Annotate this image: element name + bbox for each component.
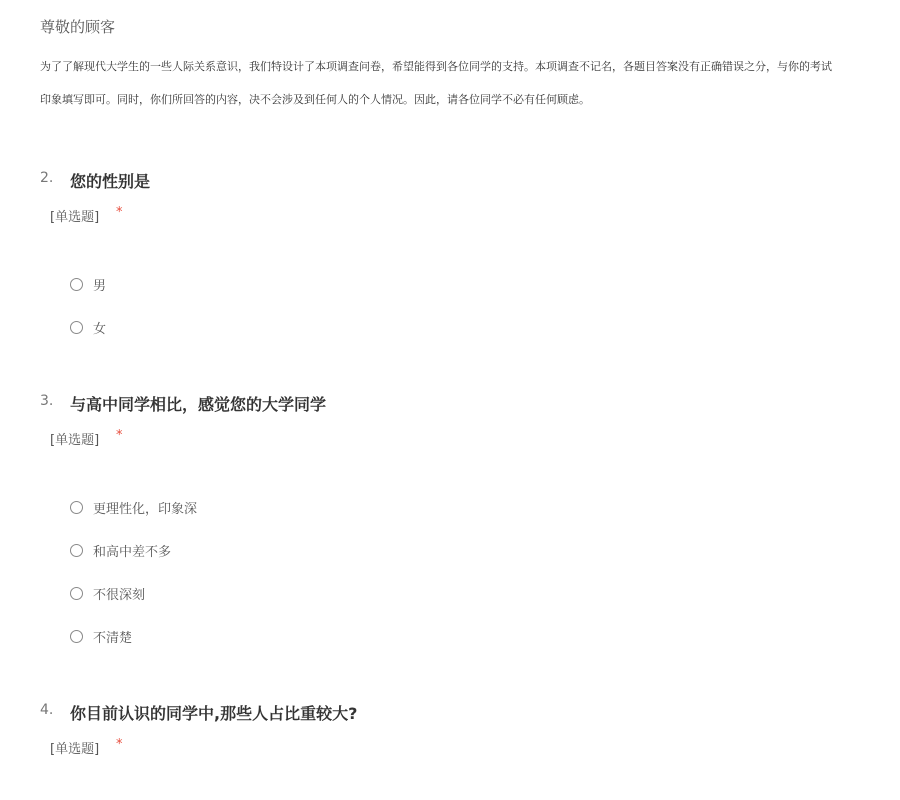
question-title: 你目前认识的同学中,那些人占比重较大? xyxy=(70,704,358,723)
required-marker: * xyxy=(116,737,123,752)
required-marker: * xyxy=(116,205,123,220)
question-number: 3. xyxy=(40,393,54,409)
option-female[interactable] xyxy=(70,317,106,337)
option-label: 男 xyxy=(93,278,107,294)
option-label: 更理性化，印象深 xyxy=(93,501,198,517)
question-title: 您的性别是 xyxy=(70,172,151,191)
option-label: 和高中差不多 xyxy=(93,544,172,560)
option-unclear[interactable] xyxy=(70,626,132,646)
radio-button-icon[interactable] xyxy=(70,501,83,514)
option-male[interactable] xyxy=(70,274,106,294)
question-type-label: [单选题] xyxy=(50,742,100,757)
radio-button-icon[interactable] xyxy=(70,544,83,557)
question-type-label: [单选题] xyxy=(50,433,100,448)
question-title: 与高中同学相比，感觉您的大学同学 xyxy=(70,395,327,414)
option-label: 不很深刻 xyxy=(93,587,146,603)
radio-button-icon[interactable] xyxy=(70,587,83,600)
radio-button-icon[interactable] xyxy=(70,321,83,334)
option-not-deep[interactable] xyxy=(70,583,145,603)
radio-button-icon[interactable] xyxy=(70,630,83,643)
question-number: 4. xyxy=(40,702,54,718)
option-similar[interactable] xyxy=(70,540,171,560)
option-more-rational[interactable] xyxy=(70,497,197,517)
question-type-label: [单选题] xyxy=(50,210,100,225)
option-label: 女 xyxy=(93,321,107,337)
intro-text-line-2: 印象填写即可。同时，你们所回答的内容，决不会涉及到任何人的个人情况。因此，请各位同学不必有任何顾虑。 xyxy=(40,93,590,106)
radio-button-icon[interactable] xyxy=(70,278,83,291)
intro-text-line-1: 为了了解现代大学生的一些人际关系意识，我们特设计了本项调查问卷，希望能得到各位同学的支持。本项调查不记名，各题目答案没有正确错误之分，与你的考试 xyxy=(40,60,832,73)
option-label: 不清楚 xyxy=(93,630,133,646)
question-number: 2. xyxy=(40,170,54,186)
greeting-title: 尊敬的顾客 xyxy=(40,18,116,36)
required-marker: * xyxy=(116,428,123,443)
